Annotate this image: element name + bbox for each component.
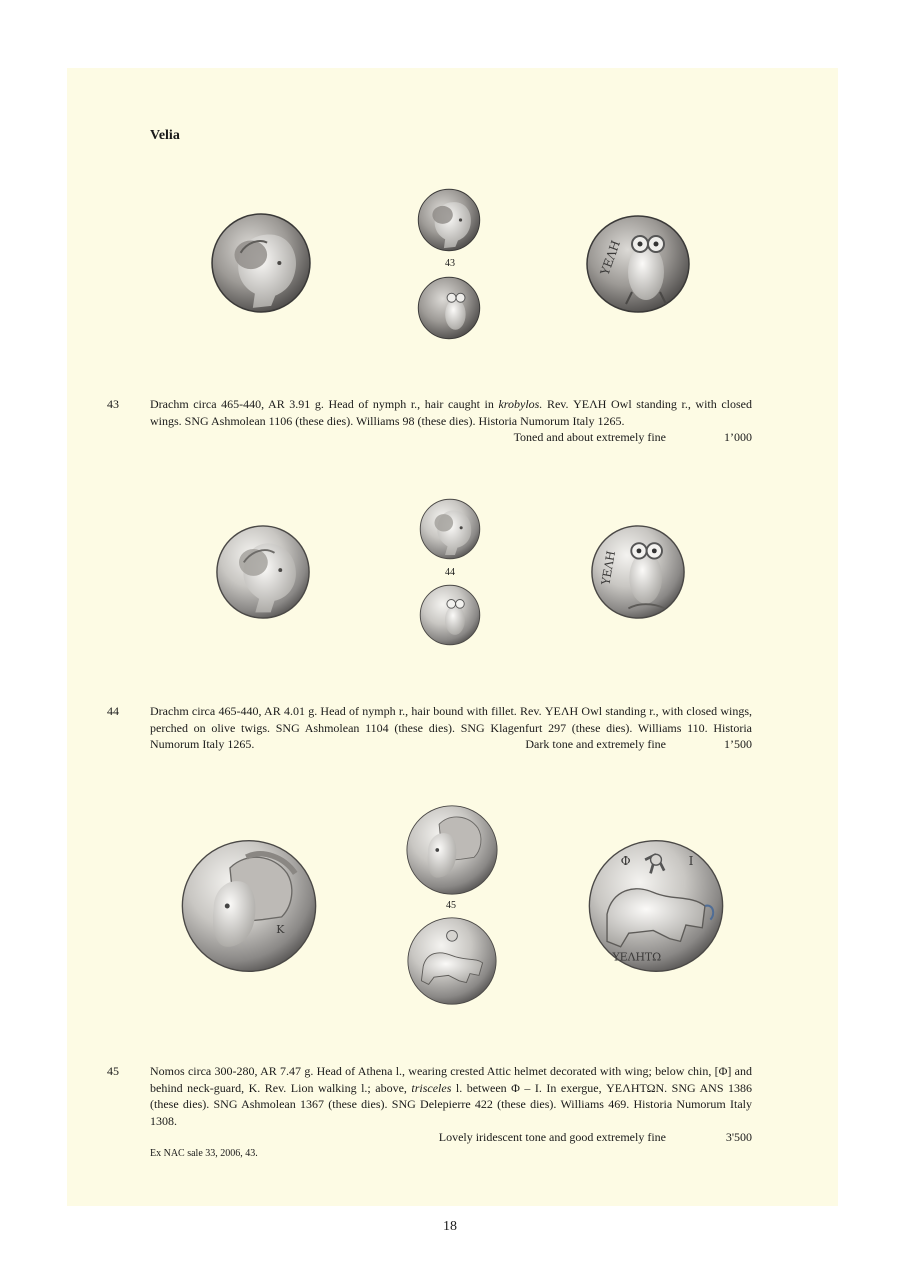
- page-number: 18: [443, 1219, 457, 1234]
- coin-44-reverse-large-image: [587, 524, 689, 620]
- coin-45-obverse-mark: K: [276, 923, 285, 937]
- lot-44-grade: Dark tone and extremely fine: [525, 737, 666, 751]
- lot-43-grade: Toned and about extremely fine: [513, 430, 666, 444]
- lot-45-number: 45: [107, 1064, 119, 1078]
- lot-44-description: Drachm circa 465-440, AR 4.01 g. Head of nymph r., hair bound with fillet. Rev. ΥΕΛΗ Owl standing r., with closed wings, perched on olive twigs. SNG Ashmolean 1104 (these dies). SNG Klagenfurt 297 (these dies). Williams 110. Historia Numorum Italy 1265. Dark tone and extremely fine 1’500: [150, 704, 752, 751]
- lot-44-price: 1’500: [724, 737, 752, 751]
- lot-44-number: 44: [107, 704, 119, 718]
- coin-45-number-label: 45: [446, 900, 456, 911]
- coin-45-phi-mark: Φ: [620, 854, 631, 869]
- coin-44-reverse-image: [416, 584, 484, 646]
- lot-45-description: Nomos circa 300-280, AR 7.47 g. Head of Athena l., wearing crested Attic helmet decorated with wing; below chin, [Φ] and behind neck-guard, K. Rev. Lion walking l.; above, trisceles l. between Φ – I. In exergue, ΥΕΛΗΤΩΝ. SNG ANS 1386 (these dies). SNG Ashmolean 1367 (these dies). SNG Delepierre 422 (these dies). Williams 469. Historia Numorum Italy 1308. Lovely iridescent tone and good extremely fine 3'500: [150, 1064, 752, 1144]
- coin-43-number-label: 43: [445, 258, 455, 269]
- lot-43-number: 43: [107, 397, 119, 411]
- coin-45-obverse-large-image: [178, 838, 320, 974]
- coin-45-reverse-image: [406, 916, 498, 1006]
- coin-45-reverse-large-image: [588, 838, 724, 974]
- coin-45-exergue-legend: ΥΕΛΗΤΩ: [612, 950, 662, 964]
- lot-45-provenance: Ex NAC sale 33, 2006, 43.: [150, 1148, 258, 1159]
- coin-43-reverse-large-image: [586, 214, 690, 314]
- coin-43-reverse-image: [415, 276, 483, 340]
- lot-43-description: Drachm circa 465-440, AR 3.91 g. Head of nymph r., hair caught in krobylos. Rev. ΥΕΛΗ Owl standing r., with closed wings. SNG Ashmolean 1106 (these dies). Williams 98 (these dies). Historia Numorum Italy 1265. Toned and about extremely fine 1’000: [150, 397, 752, 444]
- coin-43-obverse-large-image: [210, 212, 312, 314]
- coin-44-obverse-large-image: [212, 524, 314, 620]
- coin-44-obverse-image: [417, 498, 483, 560]
- coin-43-obverse-image: [416, 188, 482, 252]
- coin-44-legend: ΥΕΛΗ: [598, 549, 619, 586]
- coin-44-number-label: 44: [445, 567, 455, 578]
- lot-45-price: 3'500: [725, 1130, 752, 1144]
- coin-43-legend: ΥΕΛΗ: [597, 238, 624, 278]
- lot-43-price: 1’000: [724, 430, 752, 444]
- lot-45-grade: Lovely iridescent tone and good extremely fine: [438, 1130, 666, 1144]
- section-title: Velia: [150, 128, 180, 143]
- coin-45-obverse-image: [404, 804, 500, 896]
- coin-45-iota-mark: I: [688, 854, 694, 869]
